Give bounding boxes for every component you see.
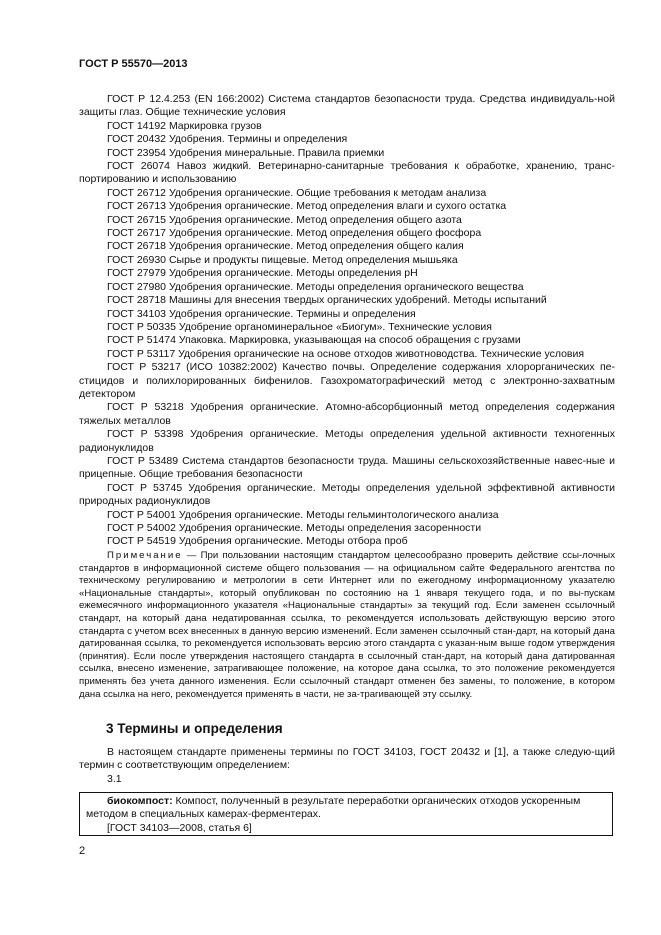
reference-item: ГОСТ 26715 Удобрения органические. Метод определения общего азота — [107, 213, 462, 226]
reference-item: ГОСТ Р 12.4.253 (EN 166:2002) Система стандартов безопасности труда. Средства индивидуаль-ной защиты глаз. Общие технические условия — [79, 93, 615, 119]
reference-item: ГОСТ Р 54002 Удобрения органические. Методы определения засоренности — [107, 522, 482, 534]
reference-item: ГОСТ Р 53218 Удобрения органические. Атомно-абсорбционный метод определения содержания тяжелых металлов — [79, 401, 615, 427]
reference-item: ГОСТ 26712 Удобрения органические. Общие требования к методам анализа — [107, 186, 487, 199]
reference-item: ГОСТ 27979 Удобрения органические. Методы определения рН — [107, 267, 418, 280]
term-definition-box — [79, 792, 613, 836]
reference-item: ГОСТ Р 54519 Удобрения органические. Методы отбора проб — [107, 535, 408, 548]
reference-item: ГОСТ 34103 Удобрения органические. Термины и определения — [107, 307, 416, 320]
reference-item: ГОСТ Р 53117 Удобрения органические на основе отходов животноводства. Технические условия — [107, 347, 585, 360]
term-number: 3.1 — [107, 772, 122, 785]
term-name: биокомпост: — [107, 795, 173, 807]
reference-item: ГОСТ 26717 Удобрения органические. Метод определения общего фосфора — [107, 227, 482, 240]
term-source: [ГОСТ 34103—2008, статья 6] — [107, 821, 252, 834]
reference-item: ГОСТ 26718 Удобрения органические. Метод определения общего калия — [107, 240, 464, 253]
intro-paragraph: В настоящем стандарте применены термины по ГОСТ 34103, ГОСТ 20432 и [1], а также следую-щий термин с соответствующим определением: — [79, 746, 615, 772]
note-label: Примечание — [107, 550, 183, 561]
document-header: ГОСТ Р 55570—2013 — [79, 58, 188, 70]
reference-item: ГОСТ 27980 Удобрения органические. Методы определения органического вещества — [107, 280, 524, 293]
note-text: — При пользовании настоящим стандартом целесообразно проверить действие ссы-лочных стандартов в информационной системе общего пользования — на официальном сайте Федерального агентства по техническому регулированию и метрологии в сети Интернет или по ежегодному информационному указателю «Национальные стандарты», который опубликован по состоянию на 1 января текущего года, и по вы-пускам ежемесячного информационного указателя «Национальные стандарты» за текущий год. Если заменен ссылочный стандарт, на который дана недатированная ссылка, то рекомендуется использовать действующую версию этого стандарта с учетом всех внесенных в данную версию изменений. Если заменен ссылочный стан-дарт, на который дана датированная ссылка, то рекомендуется использовать версию этого стандарта с указан-ным выше годом утверждения (принятия). Если после утверждения настоящего стандарта в ссылочный стан-дарт, на который дана датированная ссылка, внесено изменение, затрагивающее положение, на которое дана ссылка, то это положение рекомендуется применять без учета данного изменения. Если ссылочный стандарт отменен без замены, то положение, в котором дана ссылка на него, рекомендуется применять в части, не за-трагивающей эту ссылку. — [79, 550, 615, 700]
term-definition-text: Компост, полученный в результате переработки органических отходов ускоренным методом в специальных камерах-ферментерах. — [86, 795, 581, 821]
section-intro — [79, 746, 615, 786]
reference-item: ГОСТ Р 53217 (ИСО 10382:2002) Качество почвы. Определение содержания хлорорганических пе-стицидов и полихлорированных бифенилов. Газохроматографический метод с электронно-захватным детектором — [79, 361, 615, 400]
reference-item: ГОСТ 14192 Маркировка грузов — [107, 119, 262, 132]
reference-item: ГОСТ 23954 Удобрения минеральные. Правила приемки — [107, 146, 385, 159]
note-block — [79, 550, 615, 701]
reference-item: ГОСТ Р 53745 Удобрения органические. Методы определения удельной эффективной активности природных радионуклидов — [79, 481, 615, 508]
reference-item: ГОСТ Р 53489 Система стандартов безопасности труда. Машины сельскохозяйственные навес-ные и прицепные. Общие требования безопасности — [79, 454, 615, 481]
reference-item: ГОСТ Р 54001 Удобрения органические. Методы гельминтологического анализа — [107, 508, 499, 521]
section-title: 3 Термины и определения — [106, 721, 283, 736]
term-definition — [86, 795, 606, 822]
reference-item: ГОСТ 26930 Сырье и продукты пищевые. Метод определения мышьяка — [107, 253, 458, 266]
reference-item: ГОСТ Р 53398 Удобрения органические. Методы определения удельной активности техногенных радионуклидов — [79, 428, 615, 454]
reference-item: ГОСТ Р 50335 Удобрение органоминеральное «Биогум». Технические условия — [107, 320, 492, 333]
reference-item: ГОСТ 28718 Машины для внесения твердых органических удобрений. Методы испытаний — [107, 294, 547, 307]
reference-item: ГОСТ 26074 Навоз жидкий. Ветеринарно-санитарные требования к обработке, хранению, транс-портированию и использованию — [79, 160, 615, 186]
reference-item: ГОСТ 20432 Удобрения. Термины и определения — [107, 133, 348, 146]
reference-item: ГОСТ Р 51474 Упаковка. Маркировка, указывающая на способ обращения с грузами — [107, 334, 521, 347]
reference-item: ГОСТ 26713 Удобрения органические. Метод определения влаги и сухого остатка — [107, 200, 507, 213]
note-paragraph — [79, 550, 615, 701]
page-number: 2 — [79, 845, 86, 857]
normative-references-list — [79, 93, 615, 549]
